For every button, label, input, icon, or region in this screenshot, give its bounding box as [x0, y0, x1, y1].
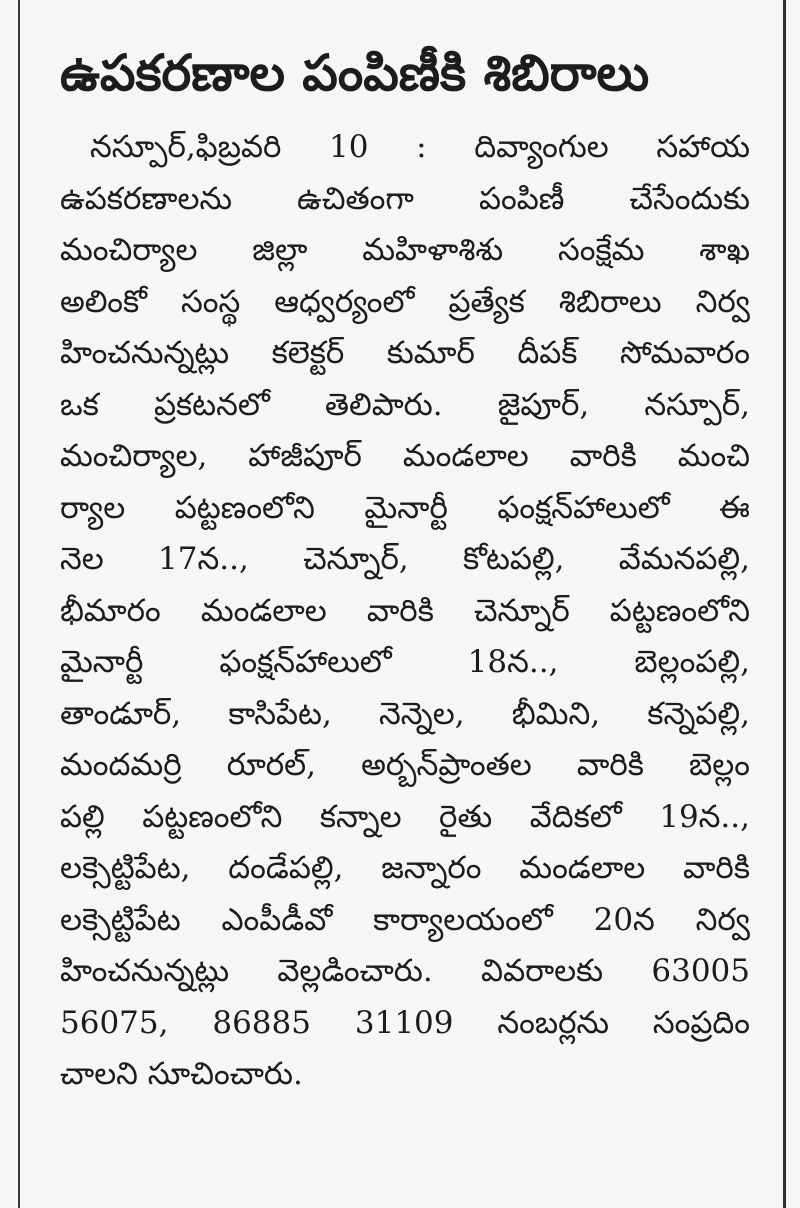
article-line: హించనున్నట్లు కలెక్టర్ కుమార్ దీపక్ సోమవారం: [60, 335, 750, 371]
article-line: హించనున్నట్లు వెల్లడించారు. వివరాలకు 63005: [60, 953, 750, 989]
article-line: 56075, 86885 31109 నంబర్లను సంప్రదిం: [60, 1004, 750, 1041]
article-line: మంచిర్యాల జిల్లా మహిళాశిశు సంక్షేమ శాఖ: [60, 232, 750, 268]
article-line: అలింకో సంస్థ ఆధ్వర్యంలో ప్రత్యేక శిబిరాలు నిర్వ: [60, 283, 750, 320]
article-line: మందమర్రి రూరల్, అర్బన్‌ప్రాంతల వారికి బెల్లం: [60, 747, 750, 783]
column-rule-right: [783, 0, 786, 1208]
article-line: నెల 17న.., చెన్నూర్, కోటపల్లి, వేమనపల్లి,: [60, 541, 750, 577]
news-article: [60, 38, 750, 1101]
article-line: లక్సెట్టిపేట ఎంపీడీవో కార్యాలయంలో 20న నిర్వ: [60, 901, 750, 938]
article-line: ఉపకరణాలను ఉచితంగా పంపిణీ చేసేందుకు: [60, 180, 750, 217]
article-line: మైనార్టీ ఫంక్షన్‌హాలులో 18న.., బెల్లంపల్లి,: [60, 644, 750, 680]
article-line: నస్పూర్,ఫిబ్రవరి 10 : దివ్యాంగుల సహాయ: [90, 129, 750, 165]
article-line: పల్లి పట్టణంలోని కన్నాల రైతు వేదికలో 19న..,: [60, 798, 750, 835]
article-headline: ఉపకరణాల పంపిణీకి శిబిరాలు: [60, 44, 650, 102]
article-body: [60, 122, 750, 1101]
article-line: ఒక ప్రకటనలో తెలిపారు. జైపూర్, నస్పూర్,: [60, 386, 750, 423]
article-line: చాలని సూచించారు.: [60, 1056, 303, 1092]
column-rule-left: [18, 0, 20, 1208]
article-line: మంచిర్యాల, హాజీపూర్ మండలాల వారికి మంచి: [60, 438, 750, 474]
article-line: భీమారం మండలాల వారికి చెన్నూర్ పట్టణంలోని: [60, 592, 750, 629]
article-line: లక్సెట్టిపేట, దండేపల్లి, జన్నారం మండలాల వారికి: [60, 850, 750, 886]
article-line: తాండూర్, కాసిపేట, నెన్నెల, భీమిని, కన్నెపల్లి,: [60, 695, 750, 732]
article-line: ర్యాల పట్టణంలోని మైనార్టీ ఫంక్షన్‌హాలులో ఈ: [60, 489, 750, 526]
